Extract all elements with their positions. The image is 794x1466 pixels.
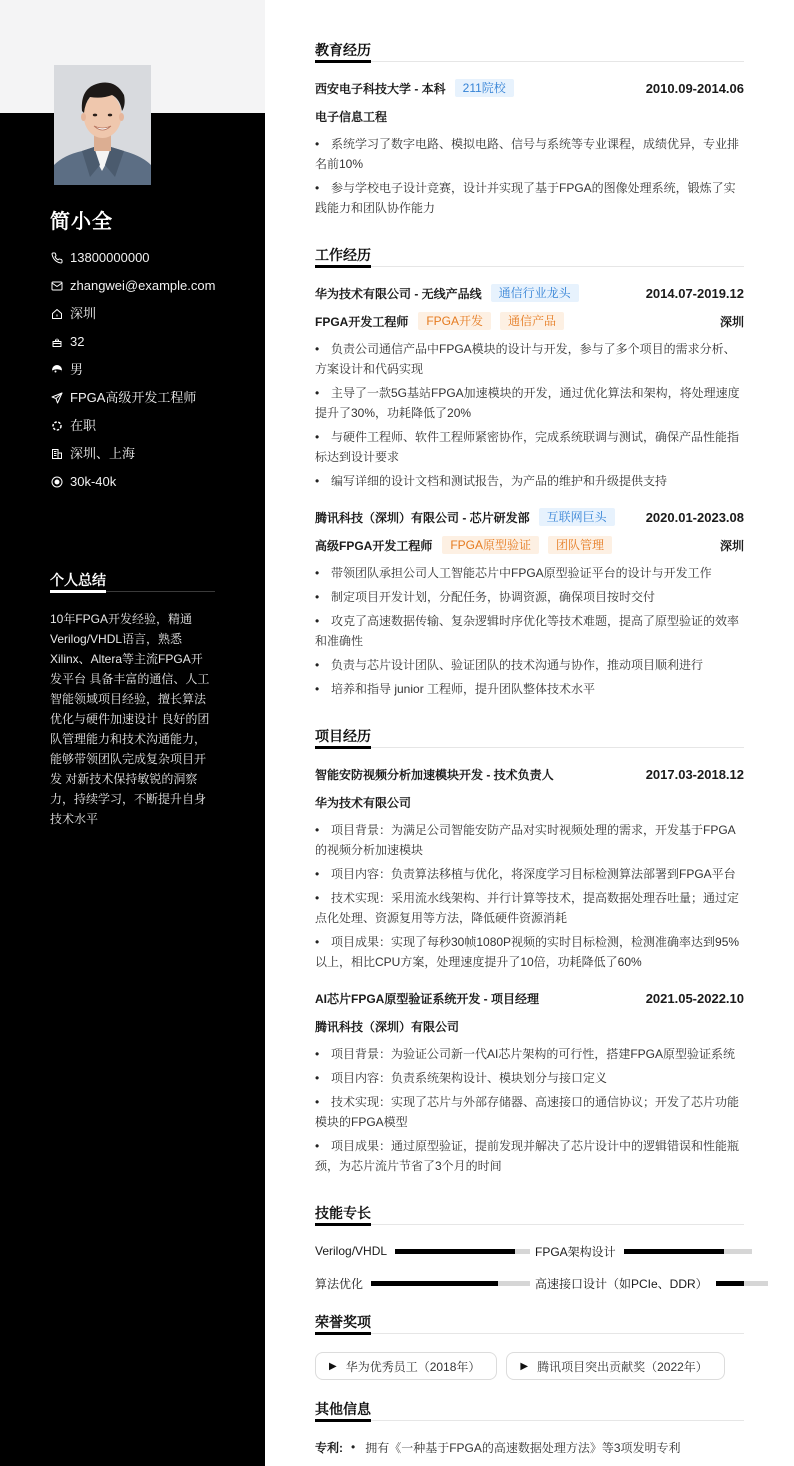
project-date: 2021.05-2022.10 [645, 990, 744, 1006]
list-item: • 技术实现：实现了芯片与外部存储器、高速接口的通信协议；开发了芯片功能模块的FPGA模型 [315, 1092, 744, 1132]
project-bullets [315, 1044, 744, 1176]
skill-bar [371, 1281, 530, 1286]
work-title: 工作经历 [315, 245, 371, 268]
role-tag: 团队管理 [548, 536, 612, 554]
phone-number: 13800000000 [70, 250, 150, 265]
info-item-position [50, 384, 215, 412]
avatar-portrait-icon [54, 65, 151, 185]
education-section [315, 40, 744, 218]
honors-title: 荣誉奖项 [315, 1312, 371, 1335]
list-item: • 项目成果：实现了每秒30帧1080P视频的实时目标检测，检测准确率达到95%以上，相比CPU方案，处理速度提升了10倍，功耗降低了60% [315, 932, 744, 972]
list-item: • 编写详细的设计文档和测试报告，为产品的维护和升级提供支持 [315, 471, 744, 491]
honor-label: 华为优秀员工（2018年） [345, 1359, 481, 1374]
info-item-location [50, 300, 215, 328]
others-title: 其他信息 [315, 1399, 371, 1422]
sidebar [0, 0, 265, 1466]
projects-section [315, 726, 744, 1176]
honor-label: 腾讯项目突出贡献奖（2022年） [537, 1359, 708, 1374]
salary-text: 30k-40k [70, 474, 117, 489]
phone-icon [51, 252, 63, 264]
section-heading [315, 1312, 744, 1335]
skills-section [315, 1203, 744, 1297]
school-name: 西安电子科技大学 - 本科 [315, 81, 446, 96]
candidate-name: 简小全 [50, 211, 113, 233]
building-icon [51, 448, 63, 460]
triangle-right-icon: ▶ [329, 1360, 337, 1372]
work-entry [315, 279, 744, 491]
summary-text: 10年FPGA开发经验，精通Verilog/VHDL语言，熟悉Xilinx、Altera等主流FPGA开发平台 具备丰富的通信、人工智能领域项目经验，擅长算法优化与硬件加速设计 良好的团队管理能力和技术沟通能力，能够带领团队完成复杂项目开发 对新技术保持敏锐的洞察力，持续学习，不断提升自身技术水平 [50, 612, 210, 826]
education-entry [315, 74, 744, 218]
list-item: • 项目背景：为满足公司智能安防产品对实时视频处理的需求，开发基于FPGA的视频分析加速模块 [315, 820, 744, 860]
info-item-gender [50, 356, 215, 384]
skill-label: 算法优化 [315, 1276, 364, 1291]
education-bullets [315, 134, 744, 218]
gender-text: 男 [70, 362, 84, 377]
list-item: • 主导了一款5G基站FPGA加速模块的开发，通过优化算法和架构，将处理速度提升了30%，功耗降低了20% [315, 383, 744, 423]
home-icon [51, 308, 63, 320]
skill-bar-fill [371, 1281, 498, 1286]
role-title: FPGA开发工程师 [315, 314, 409, 329]
summary-title: 个人总结 [50, 570, 106, 593]
personal-summary [50, 570, 215, 829]
skill-item [315, 1237, 530, 1265]
section-heading [315, 40, 744, 63]
resume-main [315, 40, 744, 1461]
section-heading [315, 245, 744, 268]
project-name: 智能安防视频分析加速模块开发 - 技术负责人 [315, 767, 554, 782]
skill-item [535, 1237, 752, 1265]
job-title-text: FPGA高级开发工程师 [70, 390, 197, 405]
skill-label: FPGA架构设计 [535, 1244, 616, 1259]
patent-text: 拥有《一种基于FPGA的高速数据处理方法》等3项发明专利 [365, 1440, 681, 1455]
list-item: • 系统学习了数字电路、模拟电路、信号与系统等专业课程，成绩优异，专业排名前10% [315, 134, 744, 174]
gender-icon [51, 364, 63, 376]
status-icon [51, 420, 63, 432]
skill-item [535, 1269, 752, 1297]
list-item: • 项目背景：为验证公司新一代AI芯片架构的可行性，搭建FPGA原型验证系统 [315, 1044, 744, 1064]
role-tag: 通信产品 [500, 312, 564, 330]
patent-row [315, 1433, 744, 1461]
skill-item [315, 1269, 530, 1297]
skill-bar-fill [624, 1249, 724, 1254]
honors-list [315, 1352, 744, 1380]
list-item: • 项目内容：负责算法移植与优化，将深度学习目标检测算法部署到FPGA平台 [315, 864, 744, 884]
section-heading [315, 726, 744, 749]
list-item: • 培养和指导 junior 工程师，提升团队整体技术水平 [315, 679, 744, 699]
role-tag: FPGA开发 [418, 312, 491, 330]
work-date: 2020.01-2023.08 [645, 509, 744, 525]
work-date: 2014.07-2019.12 [645, 285, 744, 301]
project-company: 华为技术有限公司 [315, 795, 412, 810]
company-tag: 互联网巨头 [539, 508, 615, 526]
work-entry [315, 503, 744, 699]
other-info-section [315, 1399, 744, 1461]
mail-icon [51, 280, 63, 292]
work-bullets [315, 563, 744, 699]
role-tag: FPGA原型验证 [442, 536, 539, 554]
employment-status-text: 在职 [70, 418, 97, 433]
info-item-email [50, 272, 215, 300]
info-item-status [50, 412, 215, 440]
list-item: • 负责与芯片设计团队、验证团队的技术沟通与协作，推动项目顺利进行 [315, 655, 744, 675]
school-tag: 211院校 [455, 79, 514, 97]
honors-section [315, 1312, 744, 1380]
list-item: • 参与学校电子设计竞赛，设计并实现了基于FPGA的图像处理系统，锻炼了实践能力和团队协作能力 [315, 178, 744, 218]
section-heading [315, 1399, 744, 1422]
project-bullets [315, 820, 744, 972]
contact-info-list [50, 244, 215, 496]
patent-label: 专利: [315, 1440, 343, 1455]
info-item-salary [50, 468, 215, 496]
role-title: 高级FPGA开发工程师 [315, 538, 433, 553]
triangle-right-icon: ▶ [520, 1360, 529, 1372]
list-item: • 技术实现：采用流水线架构、并行计算等技术，提高数据处理吞吐量；通过定点化处理、资源复用等方法，降低硬件资源消耗 [315, 888, 744, 928]
skill-label: Verilog/VHDL [315, 1244, 388, 1258]
cake-icon [51, 336, 63, 348]
list-item: • 攻克了高速数据传输、复杂逻辑时序优化等技术难题，提高了原型验证的效率和准确性 [315, 611, 744, 651]
section-heading [315, 1203, 744, 1226]
info-item-phone [50, 244, 215, 272]
location-text: 深圳 [70, 306, 97, 321]
project-entry [315, 984, 744, 1176]
email-address: zhangwei@example.com [70, 278, 216, 293]
list-item: • 制定项目开发计划，分配任务，协调资源，确保项目按时交付 [315, 587, 744, 607]
projects-title: 项目经历 [315, 726, 371, 749]
age-text: 32 [70, 334, 85, 349]
project-name: AI芯片FPGA原型验证系统开发 - 项目经理 [315, 991, 539, 1006]
skill-bar [716, 1281, 768, 1286]
skills-grid [315, 1237, 744, 1297]
company-name: 腾讯科技（深圳）有限公司 - 芯片研发部 [315, 510, 530, 525]
list-item: • 负责公司通信产品中FPGA模块的设计与开发，参与了多个项目的需求分析、方案设计和代码实现 [315, 339, 744, 379]
bullet-icon: • [351, 1440, 356, 1454]
honor-item-button[interactable] [506, 1352, 724, 1380]
work-bullets [315, 339, 744, 491]
list-item: • 项目成果：通过原型验证，提前发现并解决了芯片设计中的逻辑错误和性能瓶颈，为芯片流片节省了3个月的时间 [315, 1136, 744, 1176]
major-name: 电子信息工程 [315, 109, 388, 124]
work-location: 深圳 [719, 314, 744, 329]
skills-title: 技能专长 [315, 1203, 371, 1226]
project-date: 2017.03-2018.12 [645, 766, 744, 782]
info-item-cities [50, 440, 215, 468]
target-cities-text: 深圳、上海 [70, 446, 136, 461]
skill-bar-fill [716, 1281, 744, 1286]
list-item: • 项目内容：负责系统架构设计、模块划分与接口定义 [315, 1068, 744, 1088]
profile-photo [54, 65, 151, 185]
project-entry [315, 760, 744, 972]
summary-heading [50, 570, 215, 593]
send-icon [51, 392, 63, 404]
skill-bar [395, 1249, 530, 1254]
list-item: • 带领团队承担公司人工智能芯片中FPGA原型验证平台的设计与开发工作 [315, 563, 744, 583]
company-tag: 通信行业龙头 [491, 284, 579, 302]
honor-item-button[interactable] [315, 1352, 497, 1380]
company-name: 华为技术有限公司 - 无线产品线 [315, 286, 482, 301]
salary-icon [51, 476, 63, 488]
info-item-age [50, 328, 215, 356]
work-location: 深圳 [719, 538, 744, 553]
education-title: 教育经历 [315, 40, 371, 63]
work-section [315, 245, 744, 699]
education-date: 2010.09-2014.06 [645, 80, 744, 96]
list-item: • 与硬件工程师、软件工程师紧密协作，完成系统联调与测试，确保产品性能指标达到设计要求 [315, 427, 744, 467]
skill-label: 高速接口设计（如PCIe、DDR） [535, 1276, 708, 1291]
skill-bar [624, 1249, 752, 1254]
skill-bar-fill [395, 1249, 515, 1254]
project-company: 腾讯科技（深圳）有限公司 [315, 1019, 460, 1034]
